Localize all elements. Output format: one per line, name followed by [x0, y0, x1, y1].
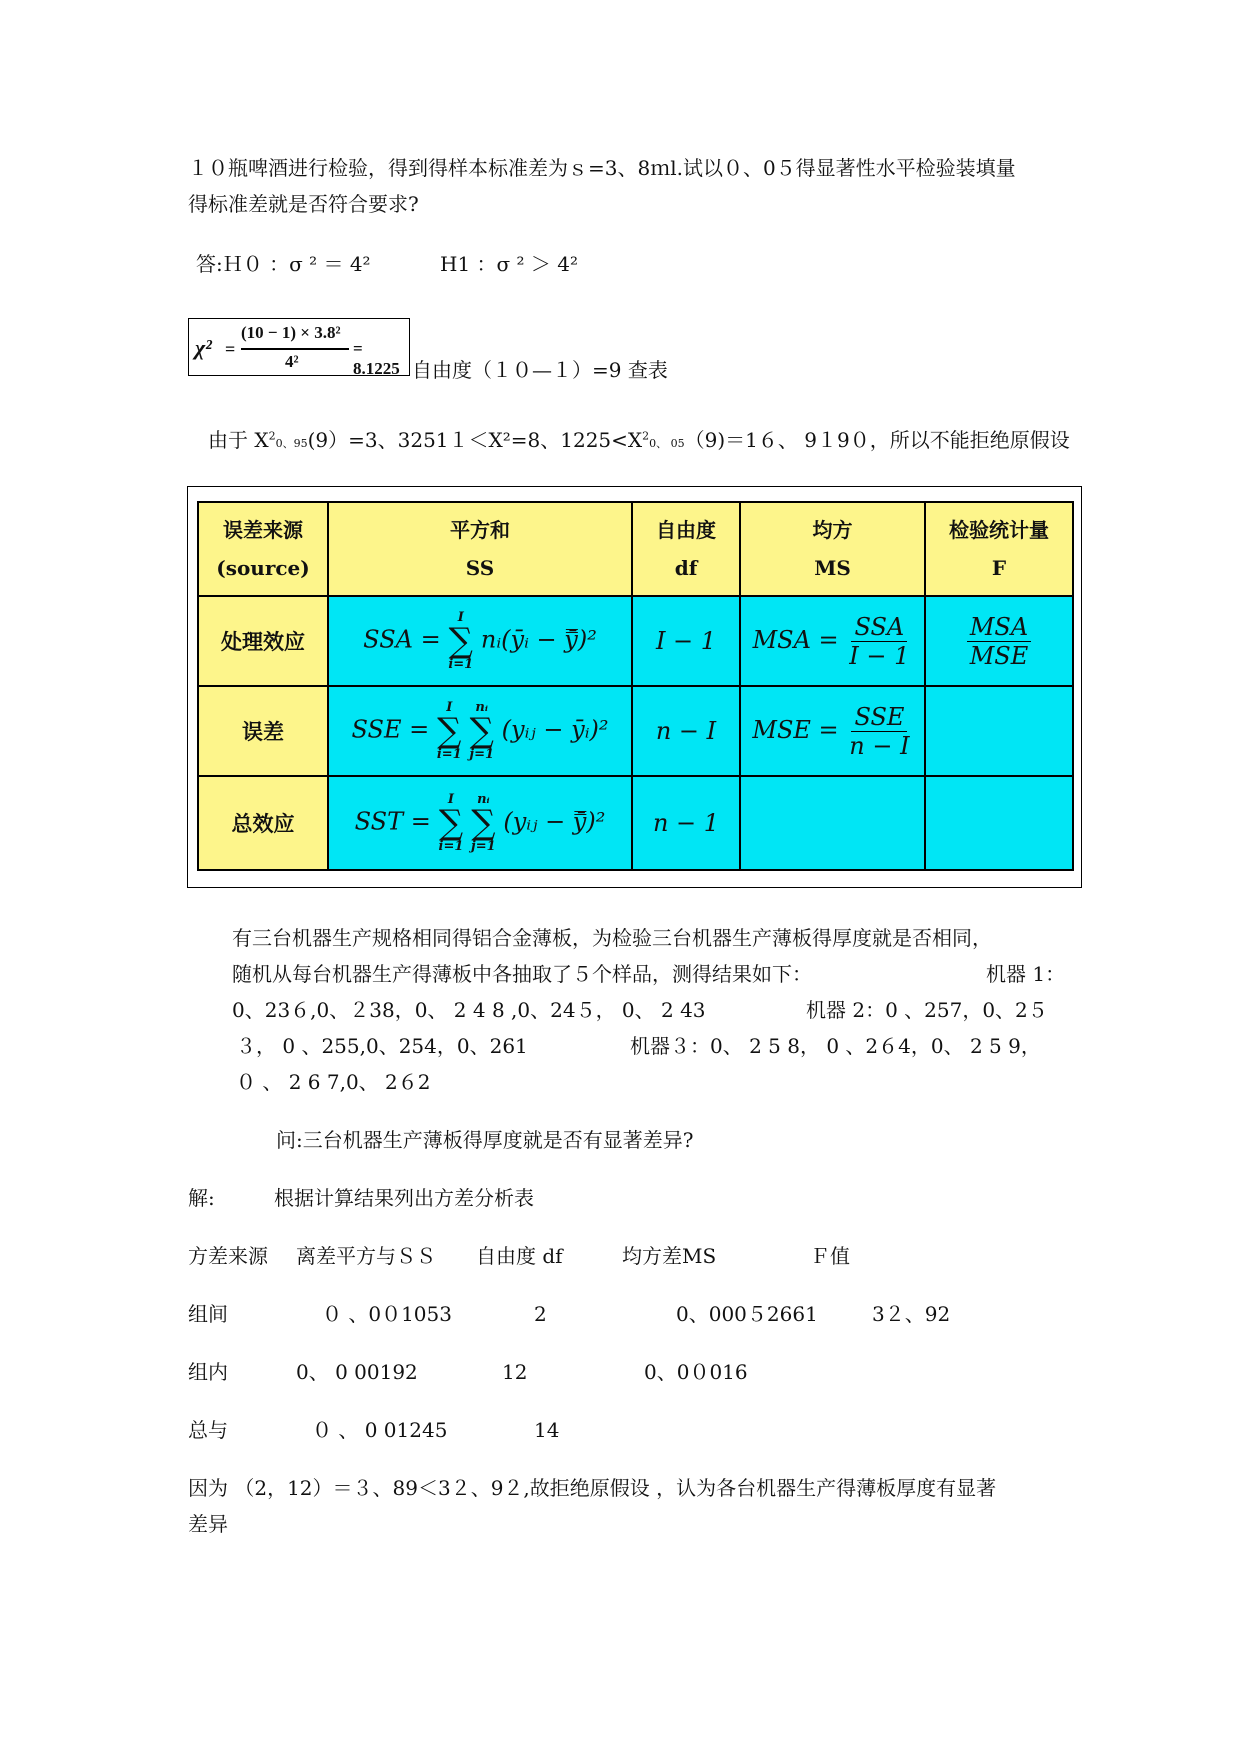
col-header-source: 方差来源: [188, 1244, 268, 1268]
col-header-f: Ｆ值: [810, 1244, 850, 1268]
header-df: 自由度 df: [632, 502, 740, 596]
intro-line-1: １０瓶啤酒进行检验，得到得样本标准差为ｓ=3、8ｍl.试以０、0５得显著性水平检验装填量: [188, 156, 1016, 180]
table-row-between-label: 组间: [188, 1302, 228, 1326]
solution-label: 解:: [188, 1186, 215, 1210]
anova-formula-figure: [187, 486, 1082, 888]
solution-text: 根据计算结果列出方差分析表: [274, 1186, 534, 1210]
problem2-machine-1-label: 机器 1：: [986, 962, 1066, 986]
conclusion-sub-2: 0、 05: [649, 437, 685, 450]
final-conclusion-line-2: 差异: [188, 1512, 228, 1536]
final-conclusion-line-1: 因为 （2，12）＝３、89＜3２、9２,故拒绝原假设 ，认为各台机器生产得薄板厚度有显著: [188, 1476, 997, 1500]
f-empty: [925, 686, 1073, 776]
intro-line-2: 得标准差就是否符合要求?: [188, 192, 419, 216]
table-cell: 0、000５2661: [676, 1302, 818, 1326]
conclusion-part-2: (9）=3、3251１＜X²=8、1225<X: [307, 428, 643, 452]
col-header-ms: 均方差MS: [622, 1244, 717, 1268]
formula-numerator: (10 − 1) × 3.8²: [241, 323, 341, 342]
problem2-line-1: 有三台机器生产规格相同得铝合金薄板，为检验三台机器生产薄板得厚度就是否相同，: [232, 926, 992, 950]
header-f: 检验统计量 F: [925, 502, 1073, 596]
chi-symbol: χ²: [195, 335, 212, 360]
df-formula: I − 1: [632, 596, 740, 686]
row-label: 误差: [198, 686, 328, 776]
col-header-ss: 离差平方与ＳＳ: [296, 1244, 436, 1268]
problem2-line-4: ３， 0 、255,0、254，0、261: [236, 1034, 528, 1058]
anova-row-treatment: [198, 596, 1073, 686]
h1-text: H1 ：σ ² ＞ 4²: [440, 252, 579, 276]
anova-row-total: [198, 776, 1073, 870]
f-formula: $\frac{\text{MSA}}{\text{MSE}}$: [925, 596, 1073, 686]
table-cell: 12: [502, 1360, 528, 1384]
sum-symbol: I ∑ i=1: [436, 700, 462, 762]
table-row-within-label: 组内: [188, 1360, 228, 1384]
sum-symbol: nᵢ ∑ j=1: [469, 700, 495, 762]
formula-denominator: 4²: [285, 352, 299, 371]
table-cell: ０ 、0０1053: [322, 1302, 452, 1326]
ms-formula: MSA = $\frac{\text{SSA}}{I - 1}$: [740, 596, 925, 686]
problem2-line-5: ０ 、 2 6 7,0、 2６2: [236, 1070, 431, 1094]
anova-formula-table: [197, 501, 1074, 871]
table-cell: 0、0０016: [644, 1360, 748, 1384]
ss-formula: SST = I ∑ i=1 nᵢ ∑ j=1 (yᵢⱼ − ȳ̿)²: [328, 776, 632, 870]
row-label: 总效应: [198, 776, 328, 870]
df-formula: n − I: [632, 686, 740, 776]
conclusion-sub-1: 0、95: [275, 437, 308, 450]
formula-result: = 8.1225: [353, 339, 400, 378]
table-cell: ０ 、 0 01245: [312, 1418, 448, 1442]
ss-formula: SSA = I ∑ i=1 nᵢ(ȳᵢ − ȳ̿)²: [328, 596, 632, 686]
conclusion-part-3: （9)＝1６、 9１9０，所以不能拒绝原假设: [684, 428, 1070, 452]
header-source: 误差来源 (source): [198, 502, 328, 596]
header-ms: 均方 MS: [740, 502, 925, 596]
conclusion-sup-1: 2: [268, 429, 276, 443]
ss-formula: SSE = I ∑ i=1 nᵢ ∑ j=1 (yᵢⱼ − ȳᵢ)²: [328, 686, 632, 776]
ms-empty: [740, 776, 925, 870]
conclusion-part-1: 由于 X: [208, 428, 269, 452]
table-row-total-label: 总与: [188, 1418, 228, 1442]
sum-symbol: I ∑ i=1: [438, 792, 464, 854]
conclusion-1: [208, 428, 1070, 452]
table-cell: 0、 0 00192: [296, 1360, 418, 1384]
ms-formula: MSE = $\frac{\text{SSE}}{n - I}$: [740, 686, 925, 776]
fraction-bar: [241, 348, 349, 350]
col-header-df: 自由度 df: [476, 1244, 563, 1268]
problem2-line-2: 随机从每台机器生产得薄板中各抽取了５个样品，测得结果如下：: [232, 962, 812, 986]
header-ss: 平方和 SS: [328, 502, 632, 596]
formula-equals: =: [225, 339, 236, 359]
row-label: 处理效应: [198, 596, 328, 686]
problem2-question: 问:三台机器生产薄板得厚度就是否有显著差异?: [276, 1128, 694, 1152]
table-cell: 3２、92: [872, 1302, 951, 1326]
anova-header-row: [198, 502, 1073, 596]
problem2-line-3: 0、23６,0、２38，0、 2 4 8 ,0、24５， 0、 2 43: [232, 998, 706, 1022]
table-cell: 2: [534, 1302, 547, 1326]
conclusion-sup-2: 2: [642, 429, 650, 443]
problem2-machine-3: 机器３：0、 2 5 8， 0 、2６4，0、 2 5 9，: [630, 1034, 1041, 1058]
table-cell: 14: [534, 1418, 560, 1442]
anova-row-error: [198, 686, 1073, 776]
f-empty: [925, 776, 1073, 870]
sum-symbol: I ∑ i=1: [448, 610, 474, 672]
chi-square-formula: [188, 318, 410, 376]
df-formula: n − 1: [632, 776, 740, 870]
sum-symbol: nᵢ ∑ j=1: [471, 792, 496, 854]
h0-text: 答:Ｈ０ ：σ ² ＝ 4²: [196, 252, 371, 276]
degrees-of-freedom-text: 自由度（１０—１）=9 查表: [412, 358, 668, 382]
problem2-machine-2: 机器 2：0 、257，0、2５: [806, 998, 1048, 1022]
